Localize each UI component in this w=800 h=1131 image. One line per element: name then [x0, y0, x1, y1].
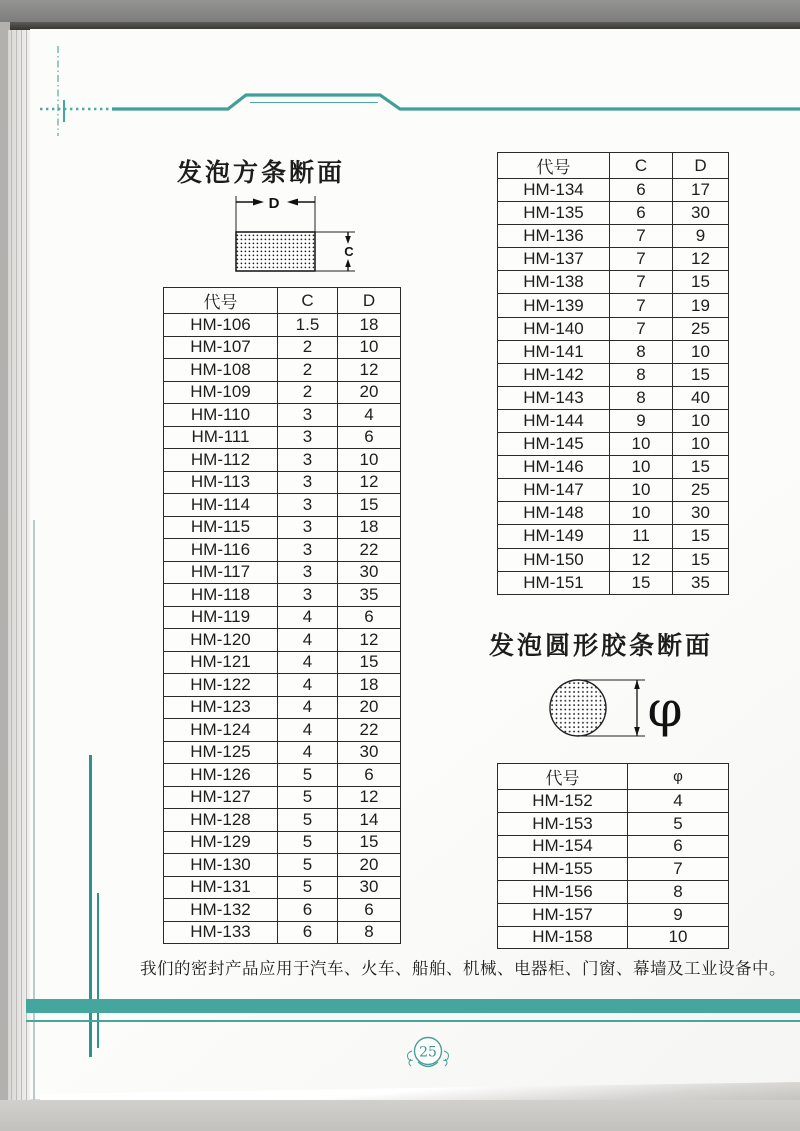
table-row — [498, 433, 729, 456]
table-row — [164, 899, 401, 922]
table-header-row — [498, 764, 729, 790]
table-cell: 4 — [278, 629, 338, 652]
bottom-teal-line — [26, 1020, 800, 1022]
table-row — [498, 317, 729, 340]
table-cell: 6 — [610, 179, 673, 202]
table-cell: HM-144 — [498, 409, 610, 432]
table-cell: HM-115 — [164, 516, 278, 539]
dimension-arrow — [345, 236, 351, 244]
badge-flourish-left — [408, 1051, 414, 1066]
table-cell: HM-118 — [164, 584, 278, 607]
table-cell: 3 — [278, 449, 338, 472]
table-row — [498, 571, 729, 594]
table-cell: 6 — [610, 202, 673, 225]
table-cell: HM-156 — [498, 881, 628, 904]
table-cell: HM-158 — [498, 926, 628, 949]
table-cell: 7 — [610, 248, 673, 271]
table-cell: HM-141 — [498, 340, 610, 363]
table-row — [498, 835, 729, 858]
top-decorative-rule — [0, 0, 800, 140]
table-cell: 3 — [278, 494, 338, 517]
dimension-arrow — [634, 680, 640, 689]
table-row — [498, 363, 729, 386]
stepped-rule-line — [112, 95, 800, 109]
table-row — [498, 202, 729, 225]
left-vertical-rule-short — [97, 893, 99, 1048]
foam-strip-circle — [550, 680, 606, 736]
table-cell: 15 — [673, 456, 729, 479]
table-cell: HM-152 — [498, 790, 628, 813]
table-cell: 30 — [338, 876, 401, 899]
page-edge-line — [21, 30, 22, 1102]
table-cell: HM-147 — [498, 479, 610, 502]
table-cell: 12 — [338, 471, 401, 494]
table-cell: HM-121 — [164, 651, 278, 674]
table-cell: 20 — [338, 854, 401, 877]
table-row — [498, 502, 729, 525]
table-cell: 25 — [673, 479, 729, 502]
table-cell: 3 — [278, 471, 338, 494]
table-cell: 4 — [278, 606, 338, 629]
table-cell: 22 — [338, 539, 401, 562]
table-cell: 10 — [673, 340, 729, 363]
table-cell: HM-146 — [498, 456, 610, 479]
table-cell: 10 — [610, 456, 673, 479]
table-cell: 8 — [338, 921, 401, 944]
round-cross-section-diagram — [533, 664, 708, 760]
table-cell: 12 — [610, 548, 673, 571]
table-cell: 17 — [673, 179, 729, 202]
table-cell: 4 — [338, 404, 401, 427]
table-row — [164, 561, 401, 584]
table-row — [164, 854, 401, 877]
table-row — [498, 294, 729, 317]
table-cell: 10 — [673, 409, 729, 432]
table-cell: 15 — [673, 271, 729, 294]
table-cell: 5 — [278, 831, 338, 854]
table-cell: HM-150 — [498, 548, 610, 571]
table-cell: 20 — [338, 381, 401, 404]
table-cell: 30 — [338, 741, 401, 764]
table-cell: HM-128 — [164, 809, 278, 832]
table-row — [164, 786, 401, 809]
bottom-teal-bar — [26, 999, 800, 1013]
table-cell: 15 — [673, 548, 729, 571]
table-cell: 15 — [338, 831, 401, 854]
table-cell: 6 — [338, 764, 401, 787]
table-cell: HM-133 — [164, 921, 278, 944]
table-cell: 12 — [338, 629, 401, 652]
table-cell: 11 — [610, 525, 673, 548]
table-row — [164, 719, 401, 742]
table-cell: 15 — [338, 651, 401, 674]
table-row — [164, 629, 401, 652]
table-cell: 12 — [338, 786, 401, 809]
column-header: C — [610, 153, 673, 179]
table-cell: 12 — [338, 359, 401, 382]
table-row — [498, 179, 729, 202]
table-cell: HM-157 — [498, 903, 628, 926]
table-row — [164, 696, 401, 719]
table-cell: 10 — [610, 479, 673, 502]
column-header: φ — [628, 764, 729, 790]
table-cell: HM-131 — [164, 876, 278, 899]
column-header: 代号 — [498, 153, 610, 179]
table-row — [498, 926, 729, 949]
badge-flourish-right — [443, 1051, 449, 1066]
table-cell: HM-106 — [164, 314, 278, 337]
table-cell: 6 — [338, 426, 401, 449]
table-cell: 6 — [628, 835, 729, 858]
table-cell: 10 — [338, 449, 401, 472]
table-row — [164, 449, 401, 472]
table-cell: HM-125 — [164, 741, 278, 764]
table-cell: 20 — [338, 696, 401, 719]
table-cell: HM-109 — [164, 381, 278, 404]
section-title-round: 发泡圆形胶条断面 — [489, 632, 714, 660]
table-cell: HM-154 — [498, 835, 628, 858]
square-strip-table-2 — [497, 152, 729, 595]
table-cell: 4 — [278, 651, 338, 674]
table-row — [498, 812, 729, 835]
table-row — [164, 359, 401, 382]
table-row — [498, 903, 729, 926]
table-cell: 8 — [610, 386, 673, 409]
table-row — [164, 471, 401, 494]
table-cell: HM-149 — [498, 525, 610, 548]
table-row — [498, 858, 729, 881]
table-row — [164, 336, 401, 359]
table-cell: HM-155 — [498, 858, 628, 881]
table-row — [498, 479, 729, 502]
table-cell: HM-116 — [164, 539, 278, 562]
table-cell: HM-143 — [498, 386, 610, 409]
table-cell: 7 — [610, 271, 673, 294]
table-cell: HM-112 — [164, 449, 278, 472]
page-stack-edges — [8, 30, 30, 1102]
table-cell: 10 — [628, 926, 729, 949]
table-row — [164, 381, 401, 404]
height-dimension-label: C — [344, 244, 354, 259]
table-cell: HM-151 — [498, 571, 610, 594]
table-cell: 10 — [610, 502, 673, 525]
table-cell: 5 — [278, 854, 338, 877]
square-cross-section-diagram — [208, 186, 383, 288]
table-cell: HM-110 — [164, 404, 278, 427]
table-header-row — [164, 288, 401, 314]
table-cell: 7 — [610, 294, 673, 317]
table-cell: HM-137 — [498, 248, 610, 271]
table-cell: 6 — [278, 921, 338, 944]
table-cell: HM-130 — [164, 854, 278, 877]
table-cell: 5 — [278, 764, 338, 787]
table-cell: 1.5 — [278, 314, 338, 337]
table-cell: 5 — [278, 809, 338, 832]
column-header: 代号 — [164, 288, 278, 314]
table-row — [164, 494, 401, 517]
diameter-dimension-label: φ — [647, 680, 683, 738]
table-cell: 15 — [673, 525, 729, 548]
table-cell: HM-120 — [164, 629, 278, 652]
table-cell: HM-127 — [164, 786, 278, 809]
table-row — [498, 881, 729, 904]
width-dimension-label: D — [268, 195, 280, 212]
table-cell: HM-140 — [498, 317, 610, 340]
page-edge-line — [26, 30, 27, 1102]
page-number: 25 — [419, 1044, 437, 1061]
page-edge-line — [16, 30, 17, 1102]
table-row — [498, 548, 729, 571]
table-cell: 10 — [338, 336, 401, 359]
page-edge-line — [11, 30, 12, 1102]
table-row — [164, 404, 401, 427]
table-cell: HM-117 — [164, 561, 278, 584]
table-cell: 4 — [278, 696, 338, 719]
table-cell: 3 — [278, 516, 338, 539]
table-cell: 18 — [338, 674, 401, 697]
table-row — [164, 764, 401, 787]
table-cell: 3 — [278, 404, 338, 427]
table-cell: 9 — [673, 225, 729, 248]
table-cell: 6 — [338, 606, 401, 629]
table-row — [164, 516, 401, 539]
dimension-arrow — [253, 199, 264, 206]
table-cell: HM-108 — [164, 359, 278, 382]
table-cell: 4 — [628, 790, 729, 813]
table-row — [164, 651, 401, 674]
table-row — [164, 539, 401, 562]
table-cell: HM-142 — [498, 363, 610, 386]
table-row — [164, 741, 401, 764]
table-cell: 18 — [338, 314, 401, 337]
table-cell: HM-122 — [164, 674, 278, 697]
table-cell: 30 — [673, 502, 729, 525]
table-row — [498, 248, 729, 271]
table-cell: 15 — [338, 494, 401, 517]
table-cell: 9 — [628, 903, 729, 926]
table-cell: HM-119 — [164, 606, 278, 629]
table-cell: 4 — [278, 719, 338, 742]
table-cell: 5 — [628, 812, 729, 835]
table-cell: HM-123 — [164, 696, 278, 719]
table-cell: 7 — [610, 225, 673, 248]
table-row — [498, 340, 729, 363]
table-row — [498, 456, 729, 479]
table-cell: 3 — [278, 561, 338, 584]
table-row — [498, 525, 729, 548]
table-cell: 3 — [278, 539, 338, 562]
table-cell: 35 — [338, 584, 401, 607]
table-cell: 10 — [610, 433, 673, 456]
table-cell: 3 — [278, 426, 338, 449]
table-cell: HM-107 — [164, 336, 278, 359]
table-cell: HM-145 — [498, 433, 610, 456]
table-cell: 14 — [338, 809, 401, 832]
table-cell: HM-126 — [164, 764, 278, 787]
table-cell: 40 — [673, 386, 729, 409]
table-cell: HM-148 — [498, 502, 610, 525]
table-cell: 15 — [673, 363, 729, 386]
table-cell: HM-124 — [164, 719, 278, 742]
table-cell: HM-132 — [164, 899, 278, 922]
dimension-arrow — [345, 259, 351, 267]
table-row — [498, 225, 729, 248]
table-cell: 12 — [673, 248, 729, 271]
table-cell: 8 — [610, 363, 673, 386]
table-cell: HM-134 — [498, 179, 610, 202]
table-cell: 2 — [278, 381, 338, 404]
column-header: D — [338, 288, 401, 314]
foam-strip-rectangle — [236, 232, 315, 271]
dimension-arrow — [287, 199, 298, 206]
table-row — [498, 790, 729, 813]
table-row — [164, 674, 401, 697]
table-cell: 25 — [673, 317, 729, 340]
table-cell: 6 — [278, 899, 338, 922]
table-cell: 22 — [338, 719, 401, 742]
table-cell: 3 — [278, 584, 338, 607]
table-row — [164, 606, 401, 629]
table-row — [164, 876, 401, 899]
table-cell: 19 — [673, 294, 729, 317]
table-cell: 4 — [278, 674, 338, 697]
table-cell: 8 — [628, 881, 729, 904]
table-cell: HM-139 — [498, 294, 610, 317]
table-row — [498, 409, 729, 432]
table-row — [498, 271, 729, 294]
table-cell: 8 — [610, 340, 673, 363]
table-cell: 18 — [338, 516, 401, 539]
table-cell: HM-113 — [164, 471, 278, 494]
table-cell: HM-136 — [498, 225, 610, 248]
table-cell: 10 — [673, 433, 729, 456]
table-cell: 2 — [278, 359, 338, 382]
table-cell: 6 — [338, 899, 401, 922]
table-row — [498, 386, 729, 409]
table-cell: 4 — [278, 741, 338, 764]
table-cell: 7 — [628, 858, 729, 881]
table-cell: 7 — [610, 317, 673, 340]
footer-applications-note: 我们的密封产品应用于汽车、火车、船舶、机械、电器柜、门窗、幕墙及工业设备中。 — [140, 960, 786, 978]
table-row — [164, 314, 401, 337]
table-cell: HM-111 — [164, 426, 278, 449]
dimension-arrow — [634, 727, 640, 736]
table-cell: 5 — [278, 876, 338, 899]
table-row — [164, 426, 401, 449]
section-title-square: 发泡方条断面 — [177, 159, 346, 187]
scan-bottom-band — [0, 1100, 800, 1131]
table-cell: 5 — [278, 786, 338, 809]
table-cell: 15 — [610, 571, 673, 594]
table-row — [164, 584, 401, 607]
table-cell: HM-114 — [164, 494, 278, 517]
table-cell: HM-153 — [498, 812, 628, 835]
binding-edge-line — [33, 520, 35, 1100]
column-header: C — [278, 288, 338, 314]
table-cell: HM-135 — [498, 202, 610, 225]
page-number-badge — [397, 1031, 459, 1079]
table-row — [164, 921, 401, 944]
table-cell: 30 — [673, 202, 729, 225]
table-cell: HM-138 — [498, 271, 610, 294]
table-cell: 30 — [338, 561, 401, 584]
column-header: D — [673, 153, 729, 179]
column-header: 代号 — [498, 764, 628, 790]
table-cell: HM-129 — [164, 831, 278, 854]
square-strip-table-1 — [163, 287, 401, 944]
table-row — [164, 809, 401, 832]
round-strip-table — [497, 763, 729, 949]
table-row — [164, 831, 401, 854]
table-cell: 35 — [673, 571, 729, 594]
table-header-row — [498, 153, 729, 179]
table-cell: 2 — [278, 336, 338, 359]
table-cell: 9 — [610, 409, 673, 432]
